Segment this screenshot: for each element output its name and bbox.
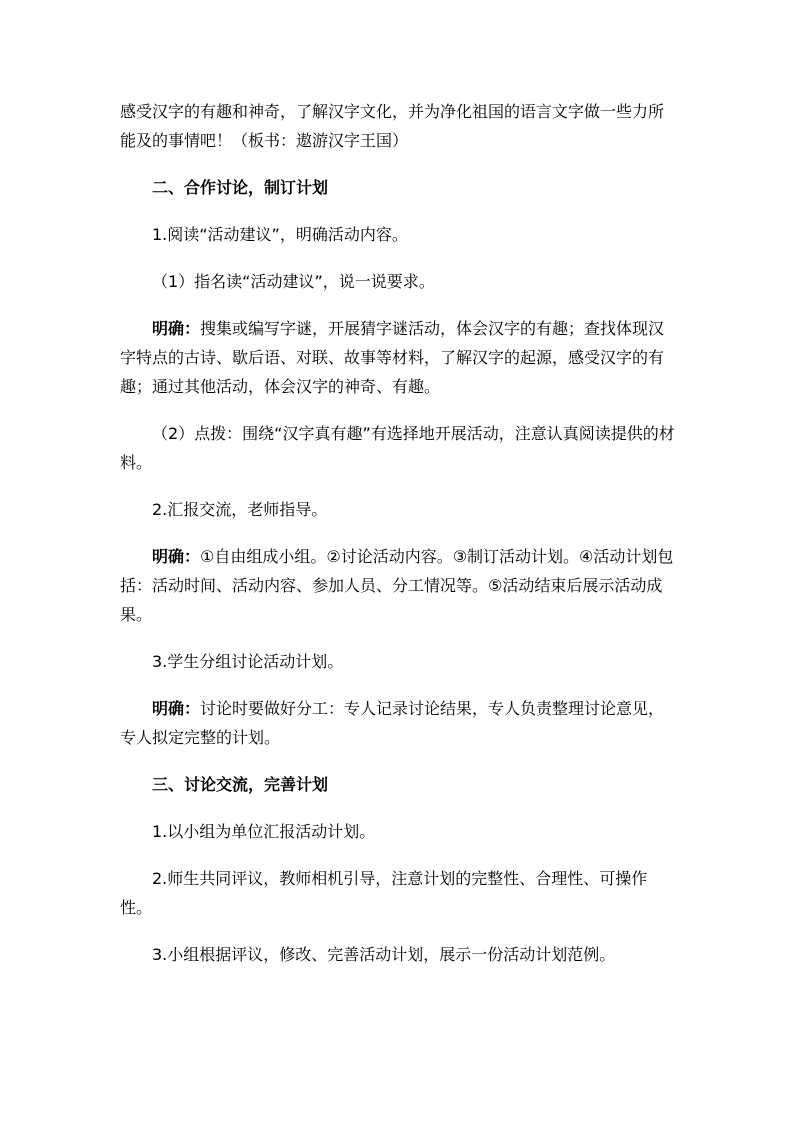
paragraph-2-2: 2.汇报交流，老师指导。 <box>152 500 328 519</box>
clarify-text: 讨论时要做好分工：专人记录讨论结果，专人负责整理讨论意见，专人拟定完整的计划。 <box>120 699 665 747</box>
paragraph-2-1a: （1）指名读“活动建议”，说一说要求。 <box>152 272 435 291</box>
paragraph-2-2-clarify <box>120 542 675 629</box>
paragraph-2-1: 1.阅读“活动建议”，明确活动内容。 <box>152 225 408 244</box>
clarify-label: 明确： <box>152 319 201 338</box>
paragraph-intro: 感受汉字的有趣和神奇，了解汉字文化，并为净化祖国的语言文字做一些力所能及的事情吧！（板书：遨游汉字王国） <box>120 102 665 150</box>
clarify-text: ①自由组成小组。②讨论活动内容。③制订活动计划。④活动计划包括：活动时间、活动内容、参加人员、分工情况等。⑤活动结束后展示活动成果。 <box>120 547 674 624</box>
document-body <box>120 97 675 987</box>
paragraph-2-1a-clarify <box>120 314 675 401</box>
clarify-label: 明确： <box>152 547 201 566</box>
section-heading-3: 三、讨论交流，完善计划 <box>152 775 329 794</box>
clarify-label: 明确： <box>152 699 201 718</box>
paragraph-3-2: 2.师生共同评议，教师相机引导，注意计划的完整性、合理性、可操作性。 <box>120 869 648 917</box>
paragraph-2-3: 3.学生分组讨论活动计划。 <box>152 652 344 671</box>
paragraph-2-3-clarify <box>120 694 675 752</box>
paragraph-2-1b: （2）点拨：围绕“汉字真有趣”有选择地开展活动，注意认真阅读提供的材料。 <box>120 424 675 472</box>
section-heading-2: 二、合作讨论，制订计划 <box>152 178 329 197</box>
paragraph-3-3: 3.小组根据评议，修改、完善活动计划，展示一份活动计划范例。 <box>152 945 616 964</box>
clarify-text: 搜集或编写字谜，开展猜字谜活动，体会汉字的有趣；查找体现汉字特点的古诗、歇后语、对联、故事等材料，了解汉字的起源，感受汉字的有趣；通过其他活动，体会汉字的神奇、有趣。 <box>120 319 665 396</box>
paragraph-3-1: 1.以小组为单位汇报活动计划。 <box>152 822 376 841</box>
